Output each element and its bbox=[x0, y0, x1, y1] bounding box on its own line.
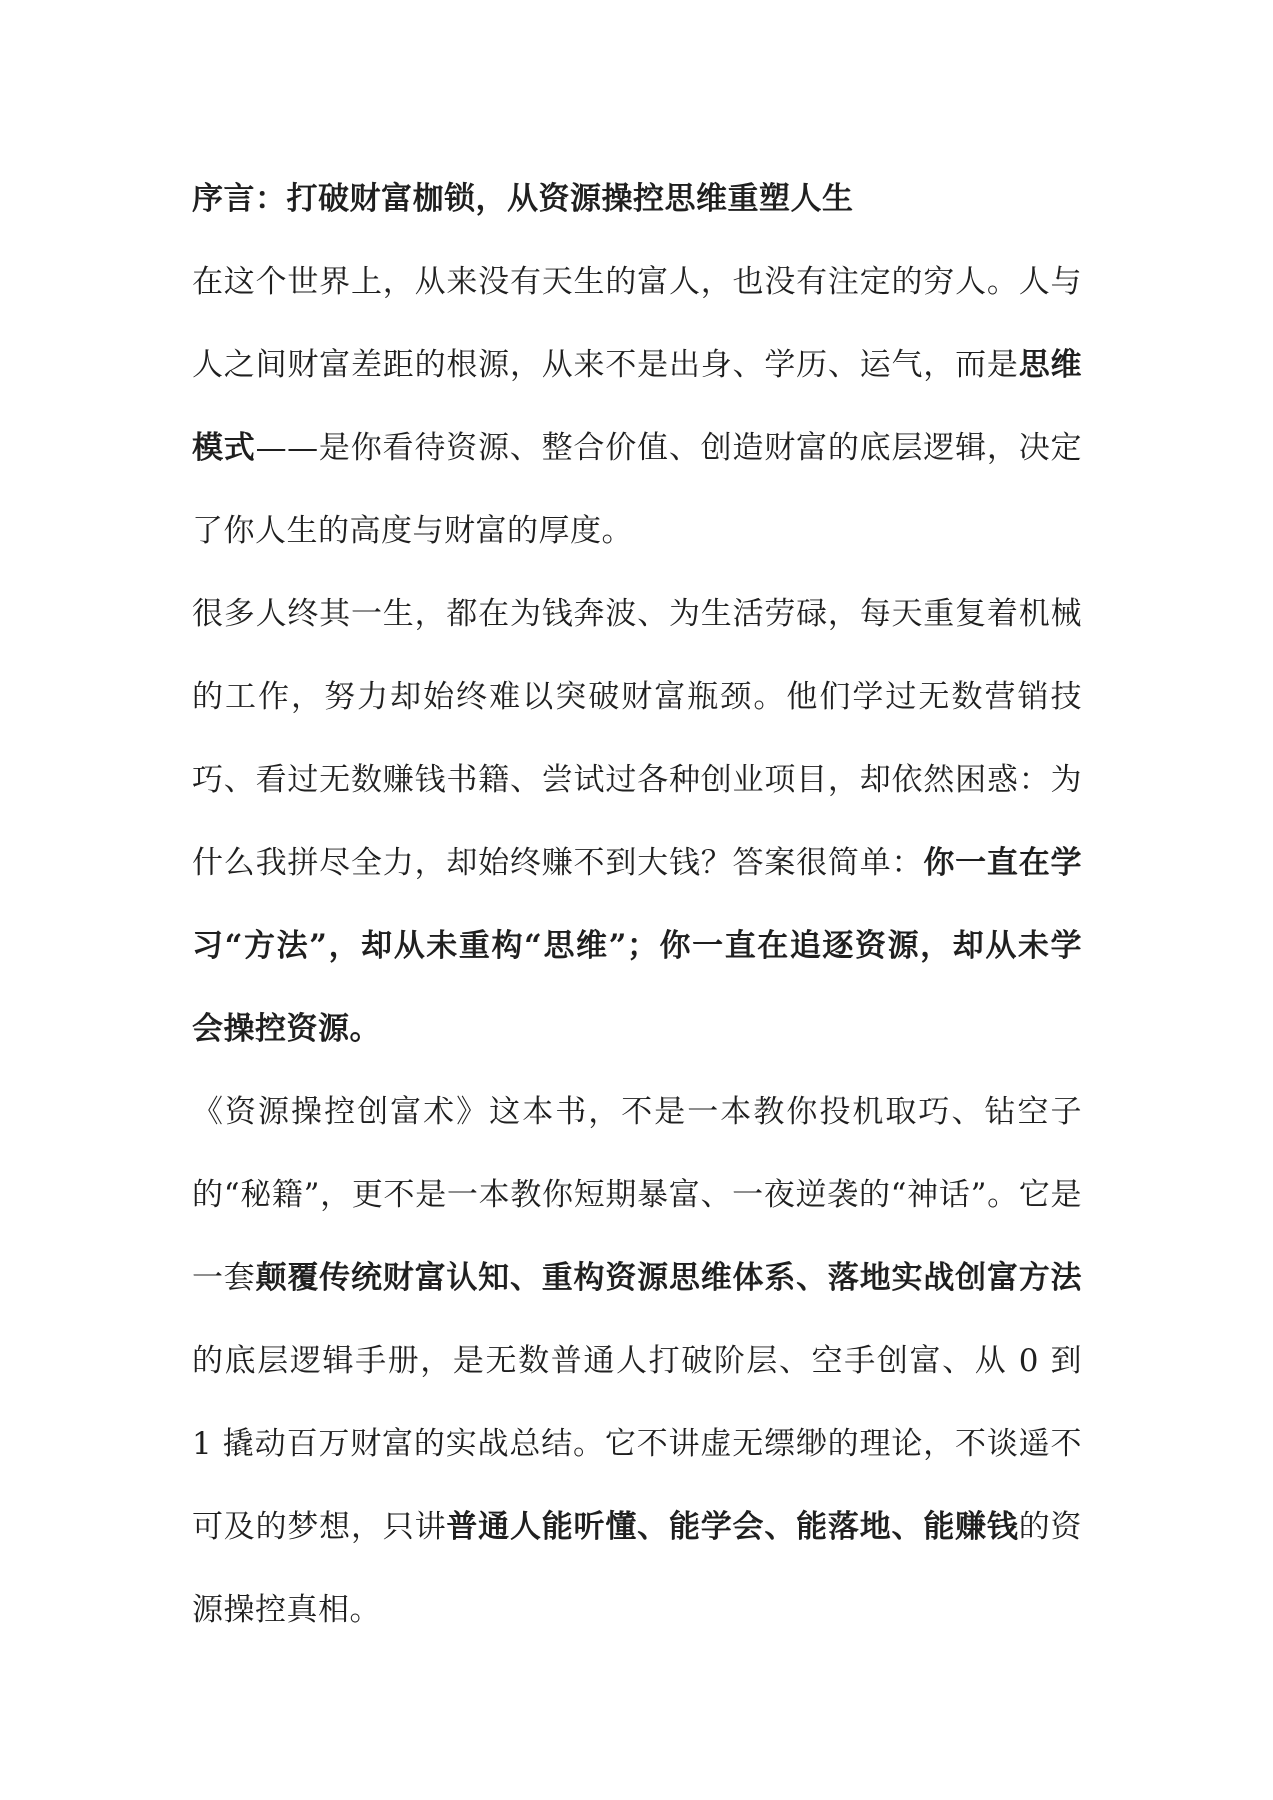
paragraph-1-text-2: ——是你看待资源、整合价值、创造财富的底层逻辑，决定了你人生的高度与财富的厚度。 bbox=[192, 430, 1083, 549]
paragraph-1-bold-1: 思维模式 bbox=[192, 347, 1082, 466]
document-body bbox=[192, 158, 1082, 1652]
paragraph-2 bbox=[192, 573, 1082, 1071]
preface-title: 序言：打破财富枷锁，从资源操控思维重塑人生 bbox=[192, 181, 854, 217]
paragraph-2-text-1: 很多人终其一生，都在为钱奔波、为生活劳碌，每天重复着机械的工作，努力却始终难以突破财富瓶颈。他们学过无数营销技巧、看过无数赚钱书籍、尝试过各种创业项目，却依然困惑：为什么我拼尽全力，却始终赚不到大钱？答案很简单： bbox=[192, 596, 1082, 881]
paragraph-3-text-2: 的底层逻辑手册，是无数普通人打破阶层、空手创富、从 0 到 1 撬动百万财富的实战总结。它不讲虚无缥缈的理论，不谈遥不可及的梦想，只讲 bbox=[192, 1343, 1082, 1545]
paragraph-1 bbox=[192, 241, 1082, 573]
paragraph-2-bold-1: 你一直在学习“方法”，却从未重构“思维”；你一直在追逐资源，却从未学会操控资源。 bbox=[192, 845, 1082, 1047]
paragraph-3-bold-1: 颠覆传统财富认知、重构资源思维体系、落地实战创富方法 bbox=[255, 1260, 1082, 1296]
paragraph-3-bold-2: 普通人能听懂、能学会、能落地、能赚钱 bbox=[446, 1509, 1019, 1545]
paragraph-3-text-3: 的资源操控真相。 bbox=[192, 1509, 1083, 1628]
paragraph-1-text-1: 在这个世界上，从来没有天生的富人，也没有注定的穷人。人与人之间财富差距的根源，从来不是出身、学历、运气，而是 bbox=[192, 264, 1082, 383]
paragraph-3 bbox=[192, 1071, 1082, 1652]
paragraph-3-text-1: 《资源操控创富术》这本书，不是一本教你投机取巧、钻空子的“秘籍”，更不是一本教你短期暴富、一夜逆袭的“神话”。它是一套 bbox=[192, 1094, 1082, 1296]
